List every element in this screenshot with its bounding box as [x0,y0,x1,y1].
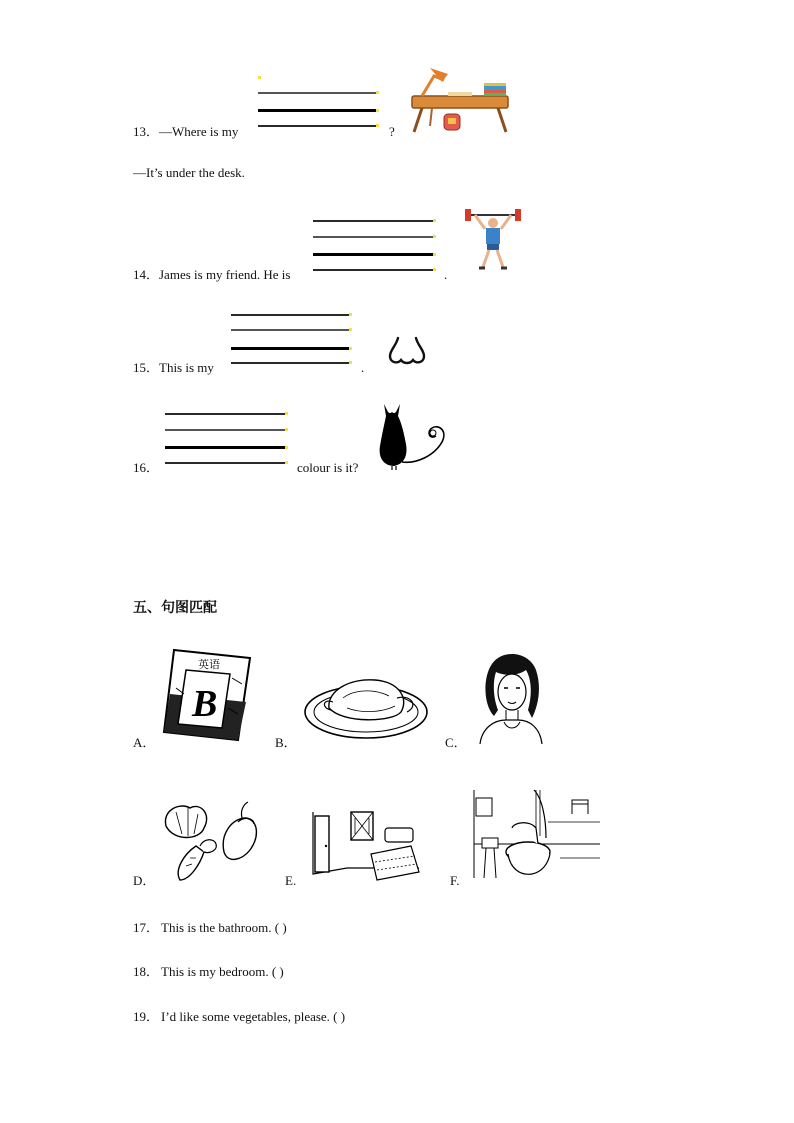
option-a-label: A． [133,735,156,750]
book-letter: B [192,683,218,725]
option-f-label: F. [450,873,460,888]
book-title-text: 英语 [198,658,220,671]
option-c-label: C． [445,735,467,750]
answer-lines-13[interactable] [258,77,376,129]
answer-lines-16[interactable] [165,413,285,465]
q16-text: colour is it? [297,460,359,475]
nose-image [384,336,430,368]
q14-period: . [444,267,448,282]
answer-lines-15[interactable] [231,314,349,366]
weightlifter-image [463,207,523,271]
q14-text: James is my friend. He is [159,267,291,282]
vegetables-image [160,800,264,886]
q15-period: . [361,360,365,375]
bathroom-image [472,788,602,880]
q15-number: 15． [133,360,160,375]
bedroom-image [311,810,421,884]
q13-number: 13． [133,124,160,139]
desk-with-schoolbag-image [408,66,512,134]
q13-text: —Where is my [159,124,239,139]
answer-lines-14[interactable] [313,220,433,272]
section-five-title: 五、句图匹配 [133,600,217,616]
english-book-image [162,648,254,742]
q19-number: 19． [133,1009,160,1024]
q16-number: 16． [133,460,160,475]
girl-portrait-image [474,650,546,744]
q13-qmark: ? [389,124,395,139]
black-cat-image [372,400,452,472]
q18-number: 18． [133,964,160,979]
q19-text: I’d like some vegetables, please. ( ) [161,1009,346,1024]
q13-answer: —It’s under the desk. [133,165,245,180]
roast-chicken-image [303,668,429,740]
option-e-label: E. [285,873,297,888]
q14-number: 14． [133,267,160,282]
q17-number: 17． [133,920,160,935]
q18-text: This is my bedroom. ( ) [161,964,284,979]
option-d-label: D． [133,873,156,888]
q15-text: This is my [159,360,214,375]
q17-text: This is the bathroom. ( ) [161,920,287,935]
option-b-label: B． [275,735,297,750]
